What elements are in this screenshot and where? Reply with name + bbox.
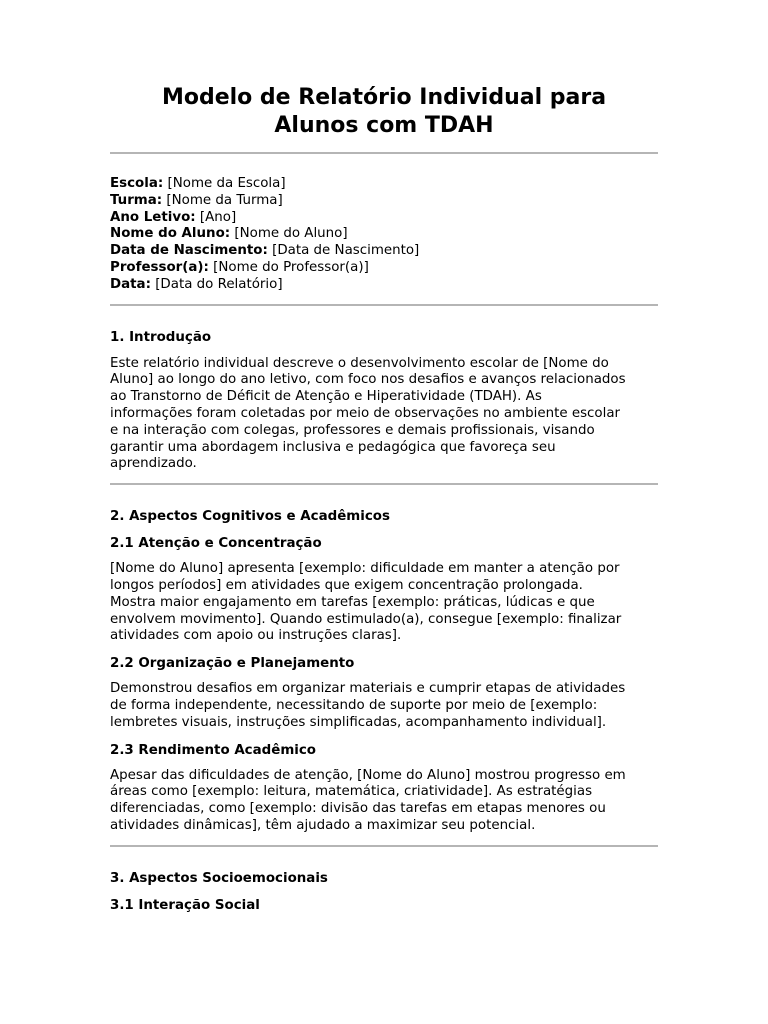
meta-row-school-year: Ano Letivo: [Ano] xyxy=(110,209,237,225)
section-heading-introduction: 1. Introdução xyxy=(110,329,212,345)
divider xyxy=(110,845,658,847)
subsection-heading-organization: 2.2 Organização e Planejamento xyxy=(110,656,355,672)
section-heading-socioemotional: 3. Aspectos Socioemocionais xyxy=(110,870,328,886)
report-metadata xyxy=(110,176,658,294)
paragraph-academic-performance: Apesar das dificuldades de atenção, [Nome do Aluno] mostrou progresso em áreas como [exemplo: leitura, matemática, criatividade]. As estratégias diferenciadas, como [exemplo: divisão das tarefas em etapas menores ou atividades dinâmicas], têm ajudado a maximizar seu potencial. xyxy=(110,767,626,833)
paragraph-organization: Demonstrou desafios em organizar materiais e cumprir etapas de atividades de forma independente, necessitando de suporte por meio de [exemplo: lembretes visuais, instruções simplificadas, acompanhamento individual]. xyxy=(110,681,626,730)
meta-row-birth-date: Data de Nascimento: [Data de Nascimento] xyxy=(110,243,420,259)
document-title xyxy=(110,84,658,140)
subsection-heading-academic-performance: 2.3 Rendimento Acadêmico xyxy=(110,742,316,758)
title-line-2: Alunos com TDAH xyxy=(274,113,494,138)
divider xyxy=(110,483,658,485)
subsection-heading-social-interaction: 3.1 Interação Social xyxy=(110,897,260,913)
meta-row-school: Escola: [Nome da Escola] xyxy=(110,176,286,191)
paragraph-introduction: Este relatório individual descreve o desenvolvimento escolar de [Nome do Aluno] ao longo do ano letivo, com foco nos desafios e avanços relacionados ao Transtorno de Déficit de Atenção e Hiperatividade (TDAH). As informações foram coletadas por meio de observações no ambiente escolar e na interação com colegas, professores e demais profissionais, visando garantir uma abordagem inclusiva e pedagógica que favoreça seu aprendizado. xyxy=(110,355,626,472)
meta-row-student-name: Nome do Aluno: [Nome do Aluno] xyxy=(110,226,348,242)
title-line-1: Modelo de Relatório Individual para xyxy=(161,85,607,110)
paragraph-attention: [Nome do Aluno] apresenta [exemplo: dificuldade em manter a atenção por longos períodos] em atividades que exigem concentração prolongada. Mostra maior engajamento em tarefas [exemplo: práticas, lúdicas e que envolvem movimento]. Quando estimulado(a), consegue [exemplo: finalizar atividades com apoio ou instruções claras]. xyxy=(110,561,622,644)
subsection-heading-attention: 2.1 Atenção e Concentração xyxy=(110,536,322,552)
section-heading-cognitive: 2. Aspectos Cognitivos e Acadêmicos xyxy=(110,509,390,525)
divider xyxy=(110,152,658,154)
divider xyxy=(110,304,658,306)
meta-row-teacher: Professor(a): [Nome do Professor(a)] xyxy=(110,259,369,275)
meta-row-class: Turma: [Nome da Turma] xyxy=(110,192,283,208)
meta-row-report-date: Data: [Data do Relatório] xyxy=(110,276,283,292)
document-page xyxy=(110,0,658,914)
